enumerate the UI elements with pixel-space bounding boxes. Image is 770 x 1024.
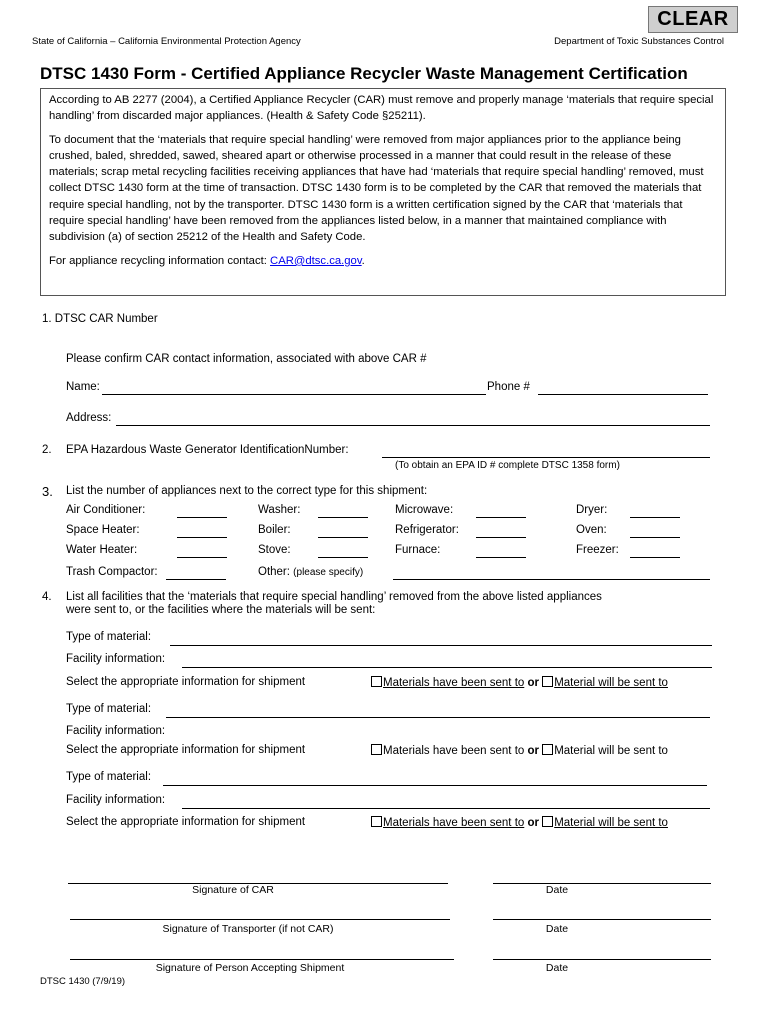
materials-sent-checkbox-2[interactable]: [371, 744, 382, 755]
clear-button[interactable]: CLEAR: [648, 6, 738, 33]
other-note: (please specify): [293, 567, 364, 578]
materials-sent-checkbox-1[interactable]: [371, 676, 382, 687]
materials-sent-label-3: Materials have been sent to: [383, 817, 525, 829]
q3-label: List the number of appliances next to the correct type for this shipment:: [66, 485, 428, 497]
oven-count[interactable]: [630, 536, 680, 538]
appliance-label-oven: Oven:: [576, 524, 607, 536]
material-will-be-sent-label-2: Material will be sent to: [554, 745, 668, 757]
name-field[interactable]: [102, 393, 486, 395]
trash-compactor-count[interactable]: [166, 578, 226, 580]
facility-information-field-3[interactable]: [182, 807, 710, 809]
space-heater-count[interactable]: [177, 536, 227, 538]
agency-header: State of California – California Environmental Protection Agency: [32, 36, 301, 47]
shipment-select-label-3: Select the appropriate information for shipment: [66, 816, 306, 828]
q3-number: 3.: [42, 484, 53, 499]
air-conditioner-count[interactable]: [177, 516, 227, 518]
appliance-label-space-heater: Space Heater:: [66, 524, 140, 536]
facility-information-label-2: Facility information:: [66, 725, 166, 737]
appliance-label-boiler: Boiler:: [258, 524, 291, 536]
type-of-material-field-3[interactable]: [163, 784, 707, 786]
type-of-material-field-1[interactable]: [170, 644, 712, 646]
intro-box: [40, 88, 726, 296]
materials-sent-label-1: Materials have been sent to: [383, 677, 525, 689]
date-transporter-line[interactable]: [493, 918, 711, 920]
signature-accepting-line[interactable]: [70, 958, 454, 960]
washer-count[interactable]: [318, 516, 368, 518]
material-will-be-sent-label-3: Material will be sent to: [554, 817, 668, 829]
material-will-be-sent-checkbox-3[interactable]: [542, 816, 553, 827]
stove-count[interactable]: [318, 556, 368, 558]
form-version-footer: DTSC 1430 (7/9/19): [40, 976, 126, 987]
refrigerator-count[interactable]: [476, 536, 526, 538]
facility-information-label-3: Facility information:: [66, 794, 166, 806]
appliance-label-dryer: Dryer:: [576, 504, 608, 516]
boiler-count[interactable]: [318, 536, 368, 538]
or-text-2: or: [527, 745, 539, 757]
date-accepting-line[interactable]: [493, 958, 711, 960]
facility-information-field-1[interactable]: [182, 666, 712, 668]
q1-label: 1. DTSC CAR Number: [42, 313, 158, 325]
appliance-label-furnace: Furnace:: [395, 544, 441, 556]
materials-sent-label-2: Materials have been sent to: [383, 745, 525, 757]
q4-number: 4.: [42, 591, 52, 603]
material-will-be-sent-checkbox-2[interactable]: [542, 744, 553, 755]
address-field[interactable]: [116, 424, 710, 426]
address-label: Address:: [66, 412, 112, 424]
shipment-options-3: [371, 816, 668, 829]
other-specify-field[interactable]: [393, 578, 710, 580]
facility-information-label-1: Facility information:: [66, 653, 166, 665]
contact-suffix: .: [361, 254, 365, 267]
intro-paragraph-3: [49, 253, 717, 269]
freezer-count[interactable]: [630, 556, 680, 558]
epa-id-field[interactable]: [382, 456, 710, 458]
q2-number: 2.: [42, 444, 52, 456]
type-of-material-label-3: Type of material:: [66, 771, 152, 783]
material-will-be-sent-checkbox-1[interactable]: [542, 676, 553, 687]
signature-car-label: Signature of CAR: [192, 884, 274, 896]
water-heater-count[interactable]: [177, 556, 227, 558]
contact-email-link[interactable]: CAR@dtsc.ca.gov: [270, 254, 362, 267]
q2-note: (To obtain an EPA ID # complete DTSC 1358 form): [395, 460, 620, 471]
appliance-label-stove: Stove:: [258, 544, 291, 556]
appliance-label-water-heater: Water Heater:: [66, 544, 138, 556]
signature-transporter-label: Signature of Transporter (if not CAR): [162, 923, 334, 935]
department-header: Department of Toxic Substances Control: [554, 36, 724, 47]
shipment-options-2: [371, 744, 668, 757]
date-car-label: Date: [545, 884, 569, 896]
date-accepting-label: Date: [545, 962, 569, 974]
other-label: Other:: [258, 566, 290, 578]
or-text-1: or: [527, 677, 539, 689]
or-text-3: or: [527, 817, 539, 829]
appliance-label-washer: Washer:: [258, 504, 301, 516]
intro-paragraph-2: To document that the ‘materials that require special handling’ were removed from major appliances prior to the appliance being crushed, baled, shredded, sawed, sheared apart or otherwise processed in a manner that could result in the release of these materials; scrap metal recycling facilities receiving appliances that have had ‘materials that require special handling’ removed, must collect DTSC 1430 form at the time of transaction. DTSC 1430 form is to be completed by the CAR that removed the materials that require special handling, not by the transporter. DTSC 1430 form is a written certification signed by the CAR that ‘materials that require special handling’ have been removed from the appliances listed below, in a manner that maintained compliance with subdivision (a) of section 25212 of the Health and Safety Code.: [49, 134, 704, 243]
type-of-material-field-2[interactable]: [166, 716, 710, 718]
contact-text: For appliance recycling information contact:: [49, 254, 271, 267]
materials-sent-checkbox-3[interactable]: [371, 816, 382, 827]
shipment-options-1: [371, 676, 668, 689]
appliance-label-other: [258, 566, 363, 578]
appliance-label-refrigerator: Refrigerator:: [395, 524, 459, 536]
q1-confirm-text: Please confirm CAR contact information, associated with above CAR #: [66, 353, 427, 365]
phone-label: Phone #: [487, 381, 530, 393]
signature-accepting-label: Signature of Person Accepting Shipment: [155, 962, 345, 974]
appliance-label-air-conditioner: Air Conditioner:: [66, 504, 146, 516]
material-will-be-sent-label-1: Material will be sent to: [554, 677, 668, 689]
signature-transporter-line[interactable]: [70, 918, 450, 920]
dryer-count[interactable]: [630, 516, 680, 518]
microwave-count[interactable]: [476, 516, 526, 518]
phone-field[interactable]: [538, 393, 708, 395]
form-title: DTSC 1430 Form - Certified Appliance Recycler Waste Management Certification: [40, 64, 688, 83]
shipment-select-label-1: Select the appropriate information for shipment: [66, 676, 306, 688]
appliance-label-microwave: Microwave:: [395, 504, 454, 516]
q2-label: EPA Hazardous Waste Generator IdentificationNumber:: [66, 444, 349, 456]
shipment-select-label-2: Select the appropriate information for shipment: [66, 744, 306, 756]
type-of-material-label-1: Type of material:: [66, 631, 152, 643]
q4-label-line-2: were sent to, or the facilities where the materials will be sent:: [66, 604, 376, 616]
date-transporter-label: Date: [545, 923, 569, 935]
type-of-material-label-2: Type of material:: [66, 703, 152, 715]
q4-label-line-1: List all facilities that the ‘materials that require special handling’ removed from the above listed appliances: [66, 591, 602, 603]
intro-paragraph-1: According to AB 2277 (2004), a Certified Appliance Recycler (CAR) must remove and properly manage ‘materials that require special handling’ from discarded major appliances. (Health & Safety Code §25211).: [49, 94, 714, 123]
furnace-count[interactable]: [476, 556, 526, 558]
appliance-label-freezer: Freezer:: [576, 544, 619, 556]
name-label: Name:: [66, 381, 100, 393]
appliance-label-trash-compactor: Trash Compactor:: [66, 566, 158, 578]
